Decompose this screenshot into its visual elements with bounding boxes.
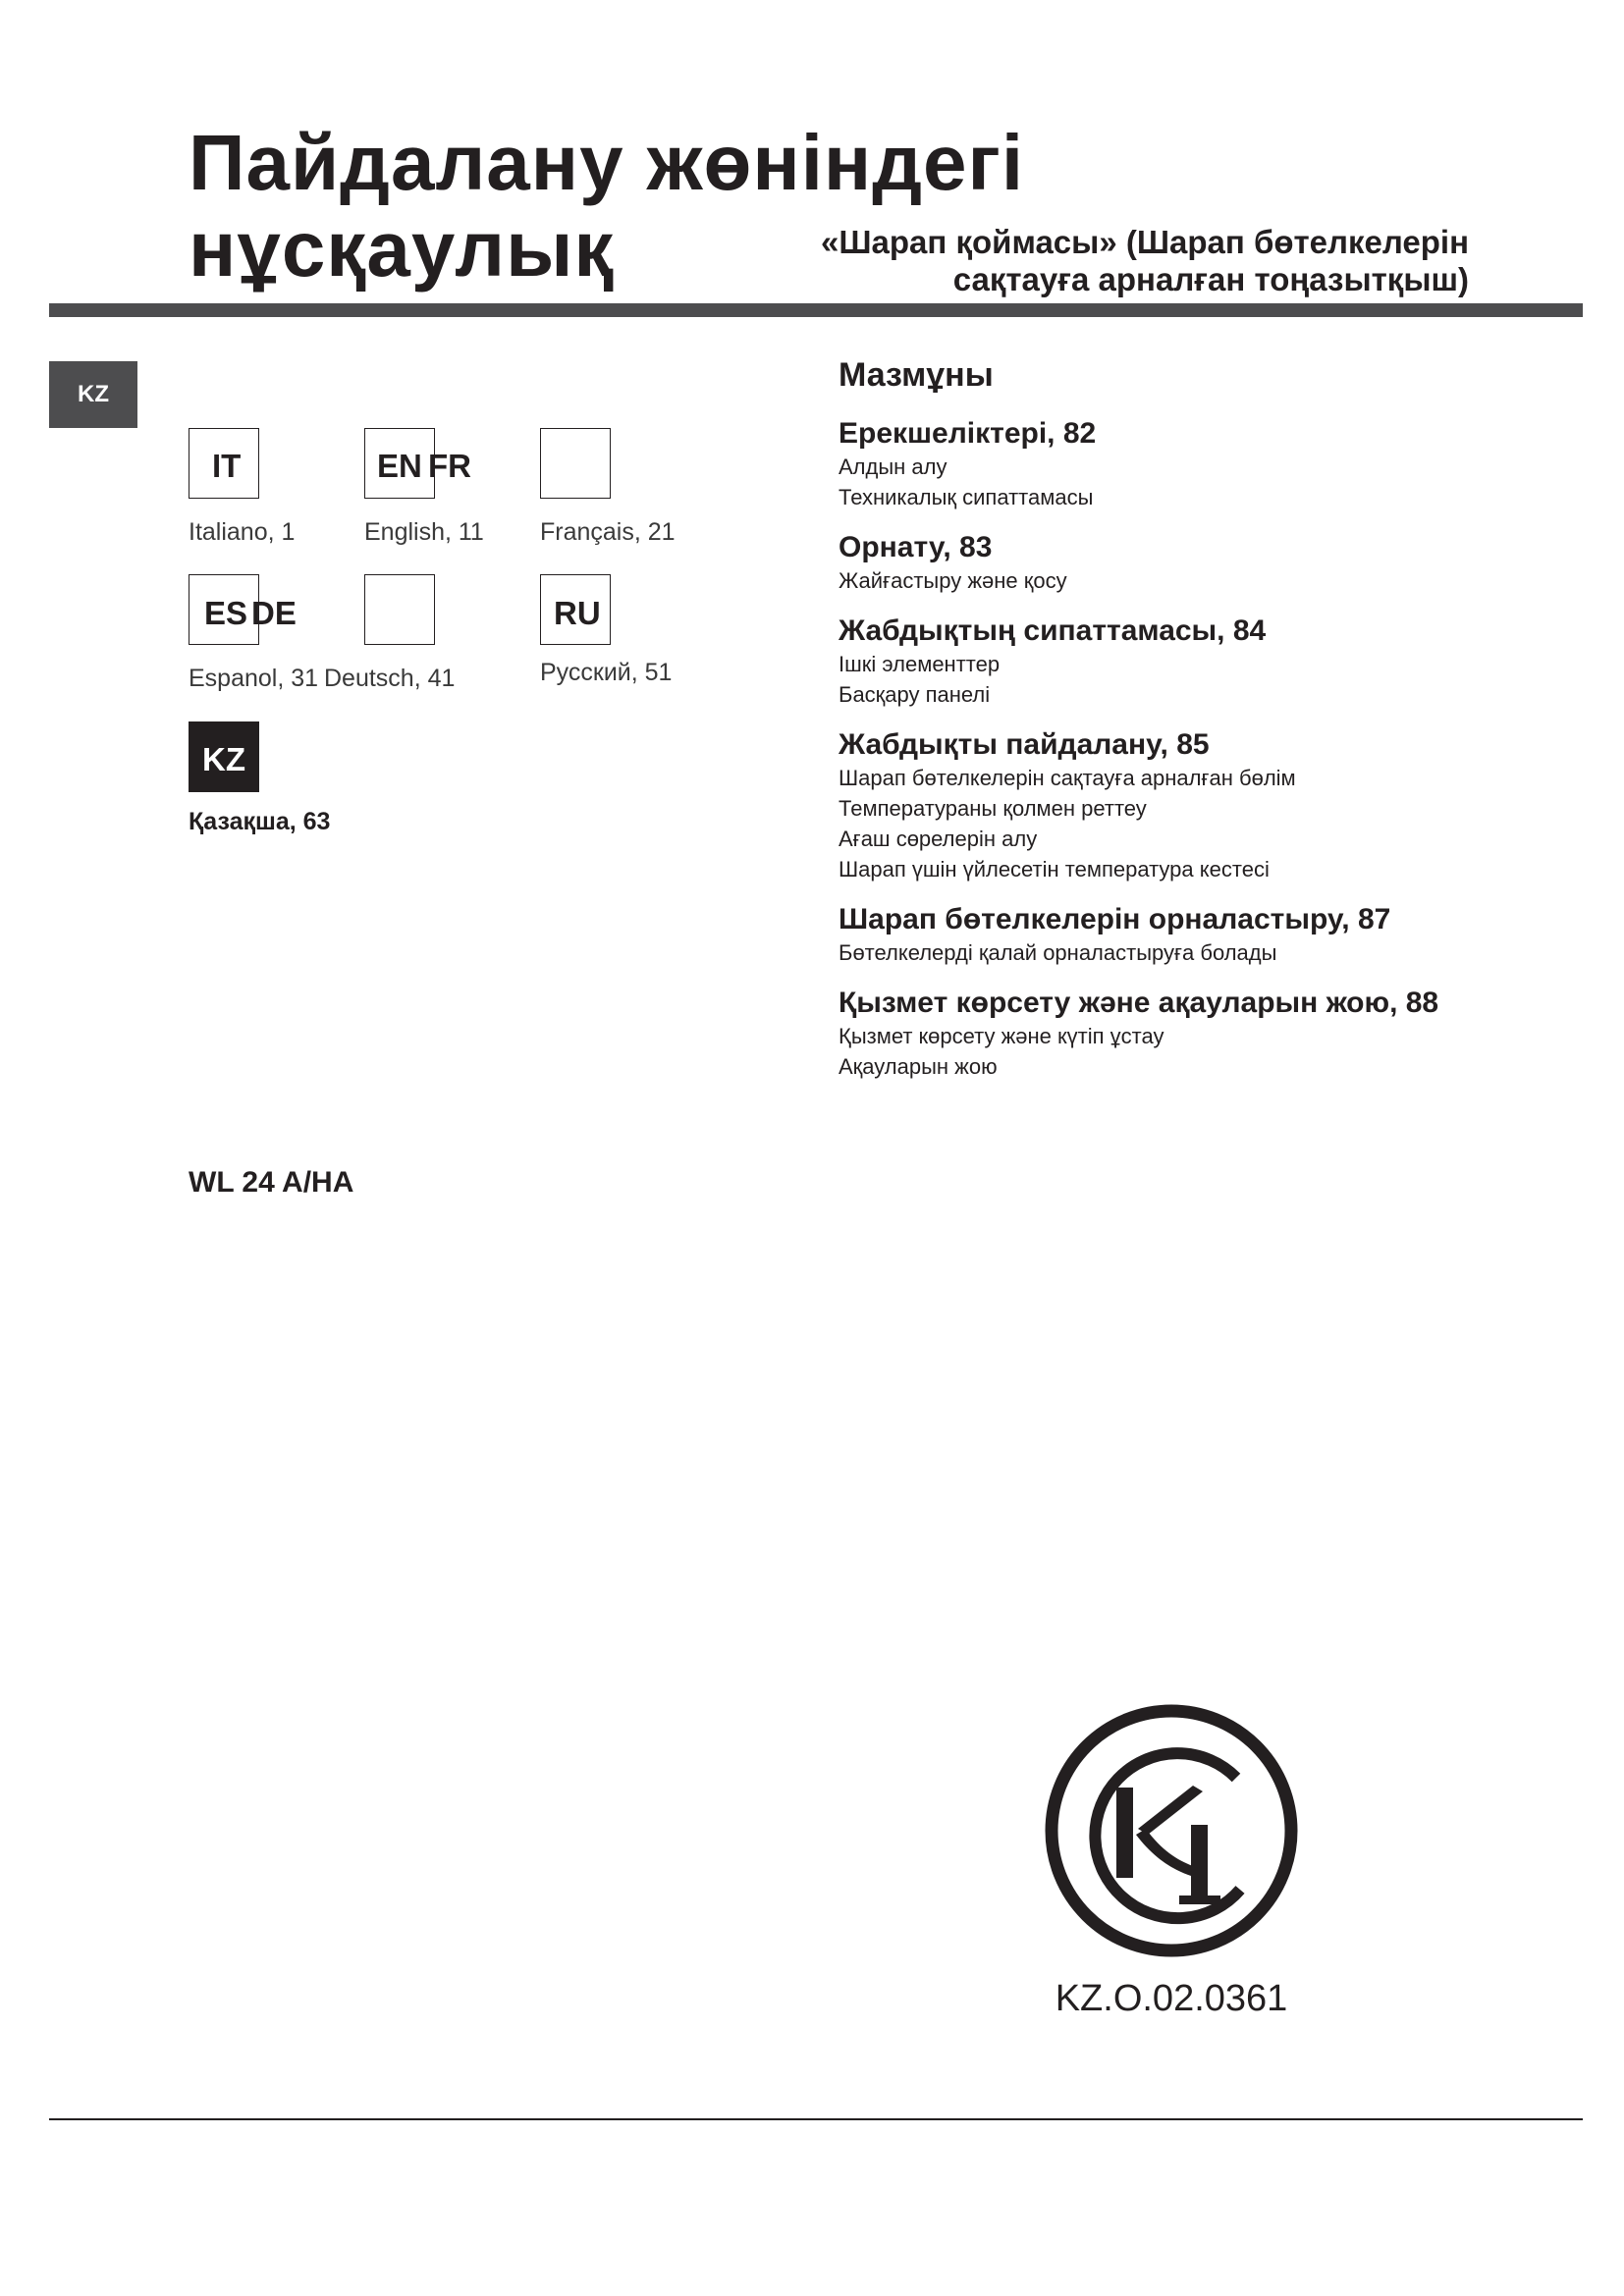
- table-of-contents: [839, 355, 1526, 1099]
- language-code-de: DE: [251, 595, 297, 631]
- toc-section: [839, 902, 1526, 968]
- page-subtitle: [821, 224, 1469, 298]
- toc-section: [839, 530, 1526, 596]
- language-box-de[interactable]: [364, 574, 435, 645]
- language-caption-kz: Қазақша, 63: [189, 808, 331, 835]
- toc-item[interactable]: Шарап бөтелкелерін сақтауға арналған бөлім: [839, 766, 1296, 790]
- language-box-fr[interactable]: [540, 428, 611, 499]
- toc-item[interactable]: Ағаш сөрелерін алу: [839, 827, 1038, 851]
- toc-section-title[interactable]: Қызмет көрсету және ақауларын жою, 88: [839, 987, 1439, 1019]
- toc-item[interactable]: Ішкі элементтер: [839, 652, 1001, 676]
- side-language-tab: KZ: [49, 361, 137, 428]
- language-caption-en: English, 11: [364, 518, 484, 546]
- toc-item[interactable]: Шарап үшін үйлесетін температура кестесі: [839, 857, 1270, 881]
- model-number: WL 24 A/HA: [189, 1166, 354, 1199]
- toc-item[interactable]: Қызмет көрсету және күтіп ұстау: [839, 1024, 1164, 1048]
- toc-item[interactable]: Температураны қолмен реттеу: [839, 796, 1147, 821]
- toc-item[interactable]: Алдын алу: [839, 454, 947, 479]
- toc-section: [839, 986, 1526, 1082]
- page-title-line-1: Пайдалану жөніндегі: [189, 119, 1025, 206]
- toc-section-title[interactable]: Орнату, 83: [839, 531, 993, 563]
- language-caption-es: Espanol, 31: [189, 665, 319, 692]
- language-caption-it: Italiano, 1: [189, 518, 296, 546]
- toc-section-title[interactable]: Ерекшеліктері, 82: [839, 417, 1097, 450]
- language-code-fr: FR: [428, 448, 471, 484]
- language-caption-de: Deutsch, 41: [324, 665, 456, 692]
- toc-section: [839, 416, 1526, 512]
- toc-section: [839, 727, 1526, 884]
- toc-section-title[interactable]: Шарап бөтелкелерін орналастыру, 87: [839, 903, 1391, 935]
- language-caption-ru: Русский, 51: [540, 659, 673, 686]
- toc-item[interactable]: Бөтелкелерді қалай орналастыруға болады: [839, 940, 1277, 965]
- toc-heading: Мазмұны: [839, 356, 994, 394]
- language-code-it: IT: [212, 448, 242, 484]
- certification-code: KZ.O.02.0361: [1055, 1978, 1288, 2019]
- language-code-ru: RU: [554, 595, 601, 631]
- page-subtitle-line-1: «Шарап қоймасы» (Шарап бөтелкелерін: [821, 224, 1469, 260]
- language-code-kz: KZ: [202, 741, 245, 777]
- toc-item[interactable]: Техникалық сипаттамасы: [839, 485, 1094, 509]
- certification-mark-icon: [1044, 1703, 1299, 1958]
- language-code-en: EN: [377, 448, 422, 484]
- toc-item[interactable]: Ақауларын жою: [839, 1054, 998, 1079]
- footer-divider: [49, 2118, 1583, 2120]
- toc-section-title[interactable]: Жабдықты пайдалану, 85: [839, 728, 1210, 761]
- header-divider: [49, 303, 1583, 317]
- language-caption-fr: Français, 21: [540, 518, 676, 546]
- toc-item[interactable]: Жайғастыру және қосу: [839, 568, 1067, 593]
- toc-item[interactable]: Басқару панелі: [839, 682, 991, 707]
- language-code-es: ES: [204, 595, 248, 631]
- page-subtitle-line-2: сақтауға арналған тоңазытқыш): [952, 261, 1469, 297]
- page-title-line-2: нұсқаулық: [189, 205, 615, 293]
- toc-section: [839, 614, 1526, 710]
- toc-section-title[interactable]: Жабдықтың сипаттамасы, 84: [839, 614, 1267, 647]
